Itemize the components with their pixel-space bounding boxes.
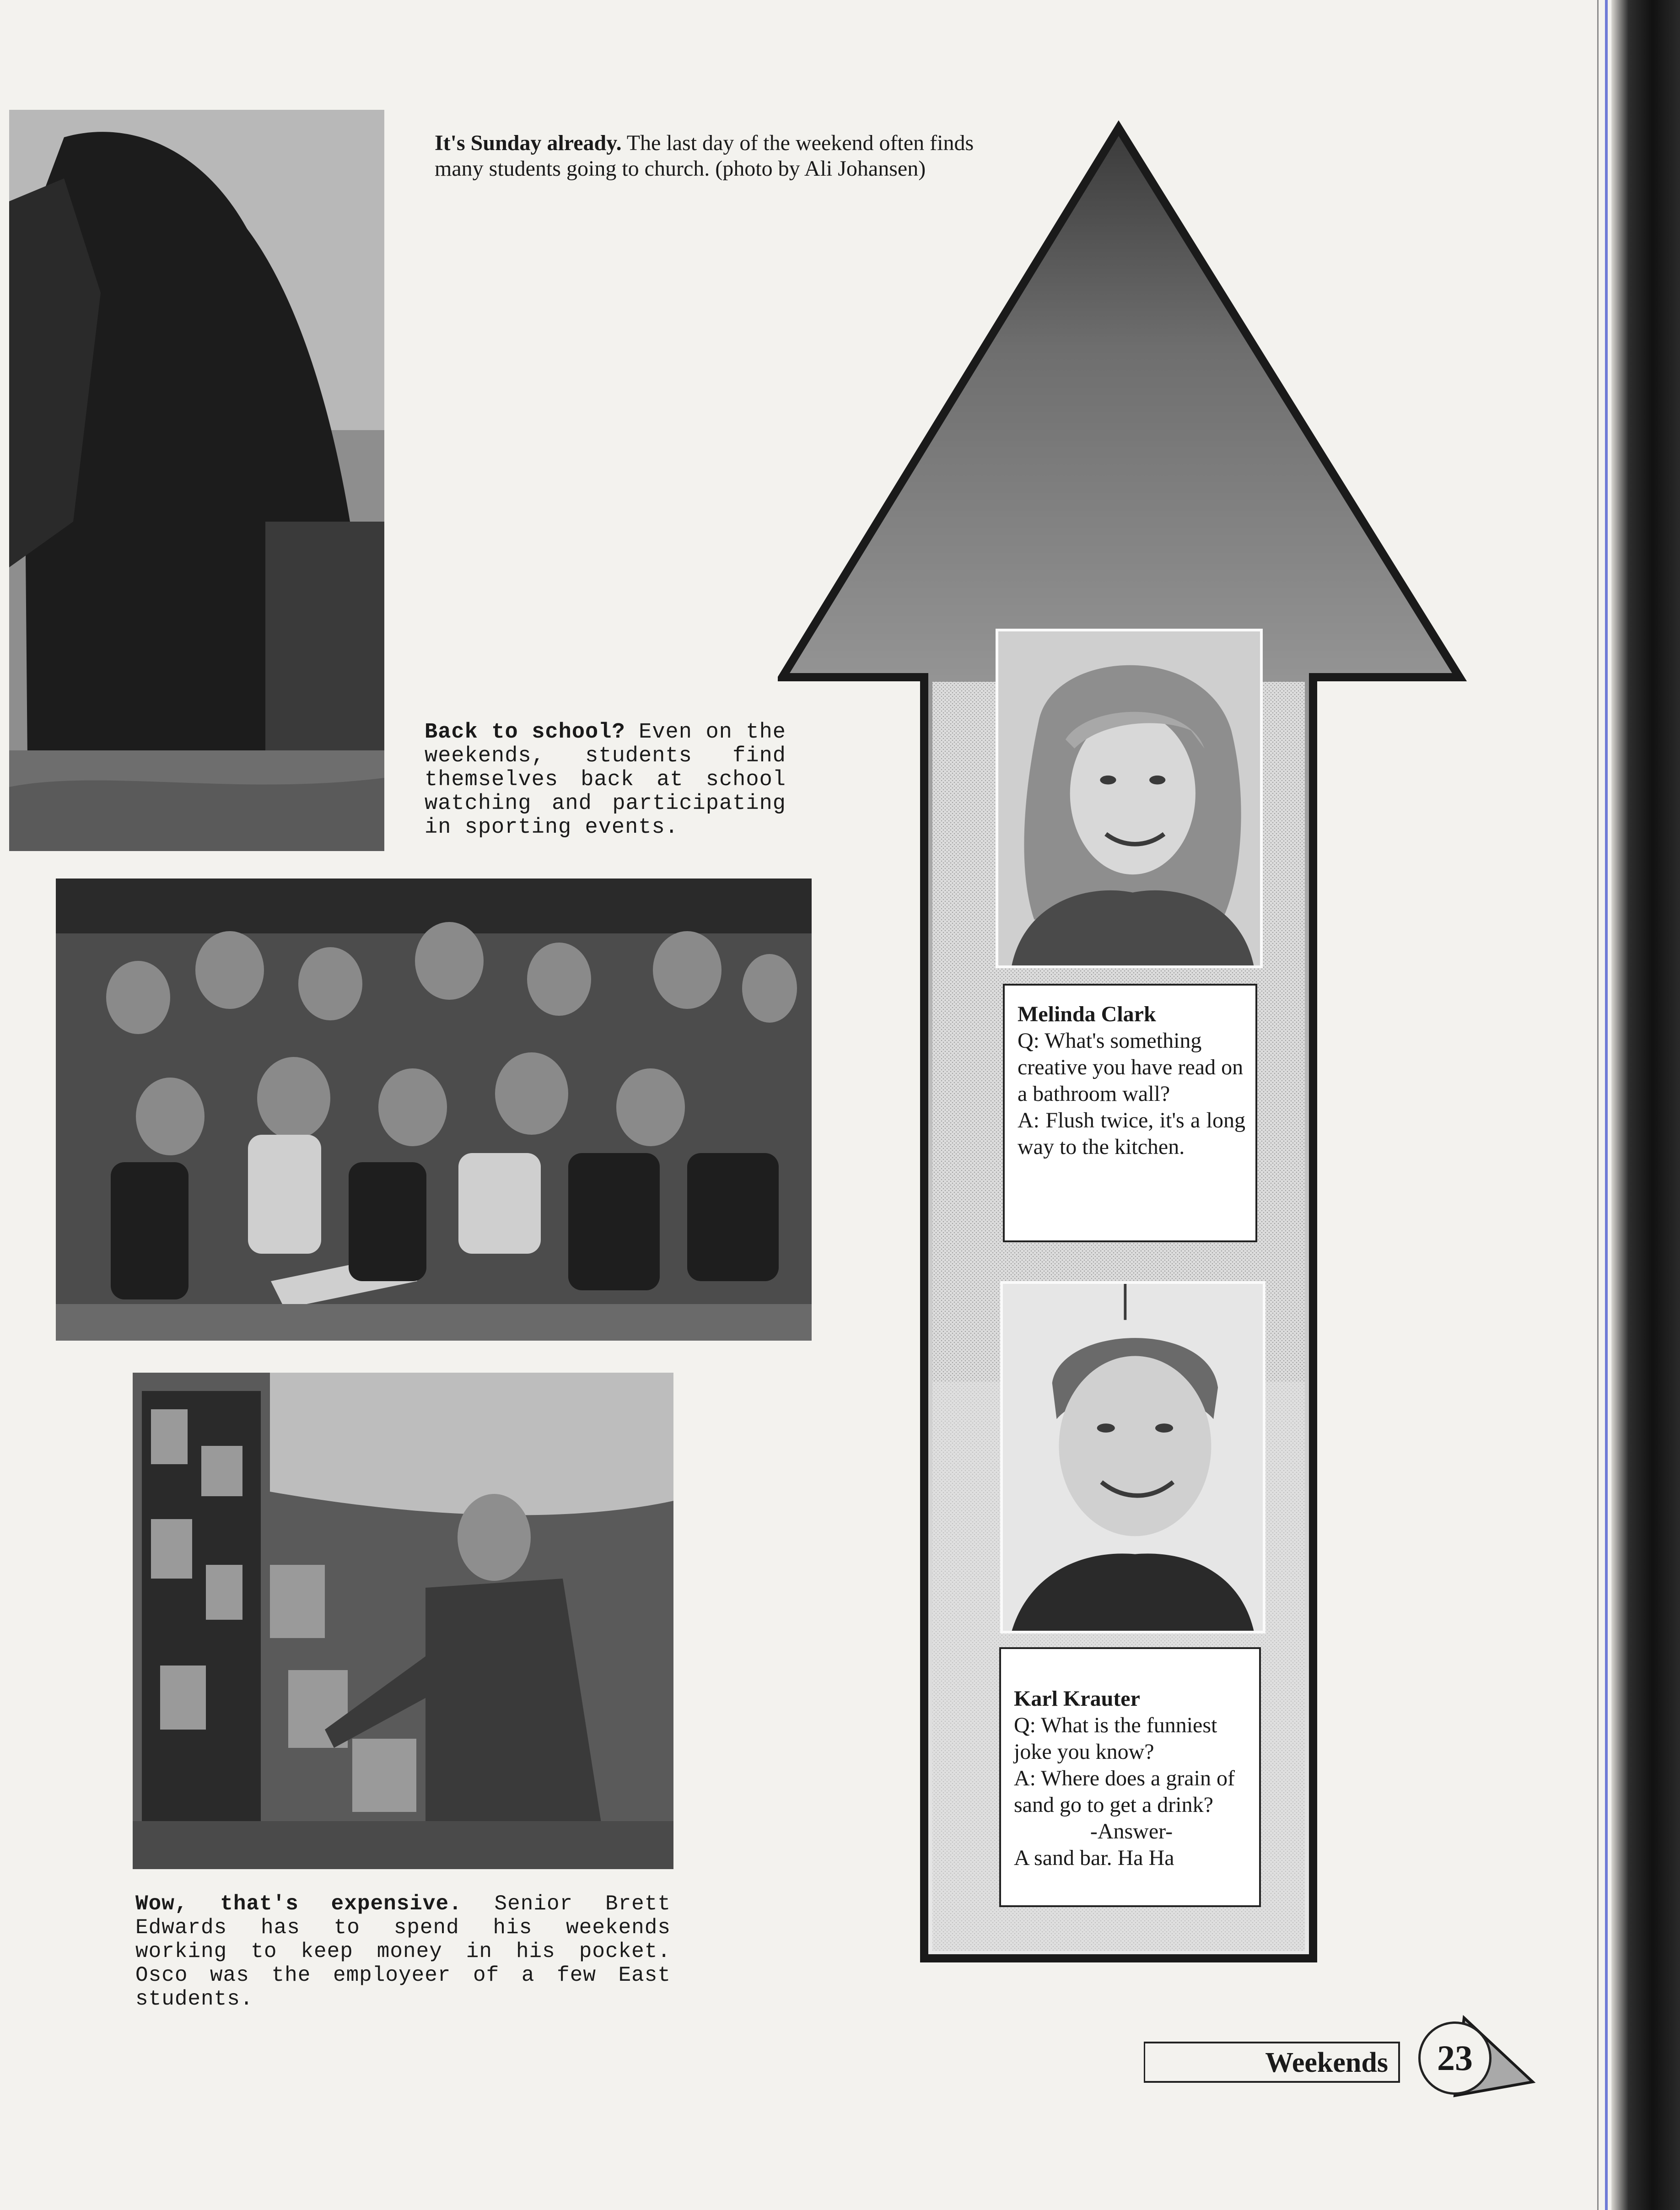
profile-answer-heading: -Answer- [1090, 1819, 1173, 1843]
profile-answer-punchline: A sand bar. Ha Ha [1014, 1846, 1174, 1870]
profile-answer: A: Flush twice, it's a long way to the kitchen. [1018, 1108, 1245, 1159]
portrait-karl-krauter [1000, 1281, 1265, 1633]
profile-name: Karl Krauter [1014, 1687, 1140, 1711]
caption-school [425, 721, 786, 840]
caption-work-title: Wow, that's expensive. [135, 1892, 462, 1916]
profile-card-melinda-clark [1003, 984, 1257, 1242]
photo-tree [9, 110, 384, 851]
caption-sunday-title: It's Sunday already. [435, 131, 622, 155]
caption-work-body: Senior Brett Edwards has to spend his weekends working to keep money in his pocket. Osco was the employeer of a few East students. [135, 1892, 671, 2011]
profile-card-karl-krauter [999, 1647, 1261, 1907]
page-number: 23 [1437, 2038, 1473, 2078]
profile-answer: A: Where does a grain of sand go to get a drink? [1014, 1766, 1235, 1817]
caption-work [135, 1892, 671, 2011]
portrait-melinda-clark [996, 629, 1263, 968]
binding-edge [1597, 0, 1599, 2210]
caption-sunday-body: The last day of the weekend often finds many students going to church. (photo by Ali Johansen) [435, 131, 974, 181]
caption-school-title: Back to school? [425, 720, 625, 744]
photo-store-worker [133, 1373, 673, 1869]
profile-question: Q: What's something creative you have read on a bathroom wall? [1018, 1029, 1244, 1106]
caption-school-body: Even on the weekends, students find themselves back at school watching and participating in sporting events. [425, 720, 786, 840]
photo-bleachers [56, 879, 812, 1341]
binding-edge-blue [1605, 0, 1608, 2210]
section-label-tab [1144, 2042, 1400, 2083]
book-binding [1611, 0, 1680, 2210]
profile-name: Melinda Clark [1018, 1002, 1156, 1026]
page-number-circle [1418, 2021, 1492, 2095]
section-label: Weekends [1265, 2047, 1388, 2078]
profile-question: Q: What is the funniest joke you know? [1014, 1713, 1217, 1764]
